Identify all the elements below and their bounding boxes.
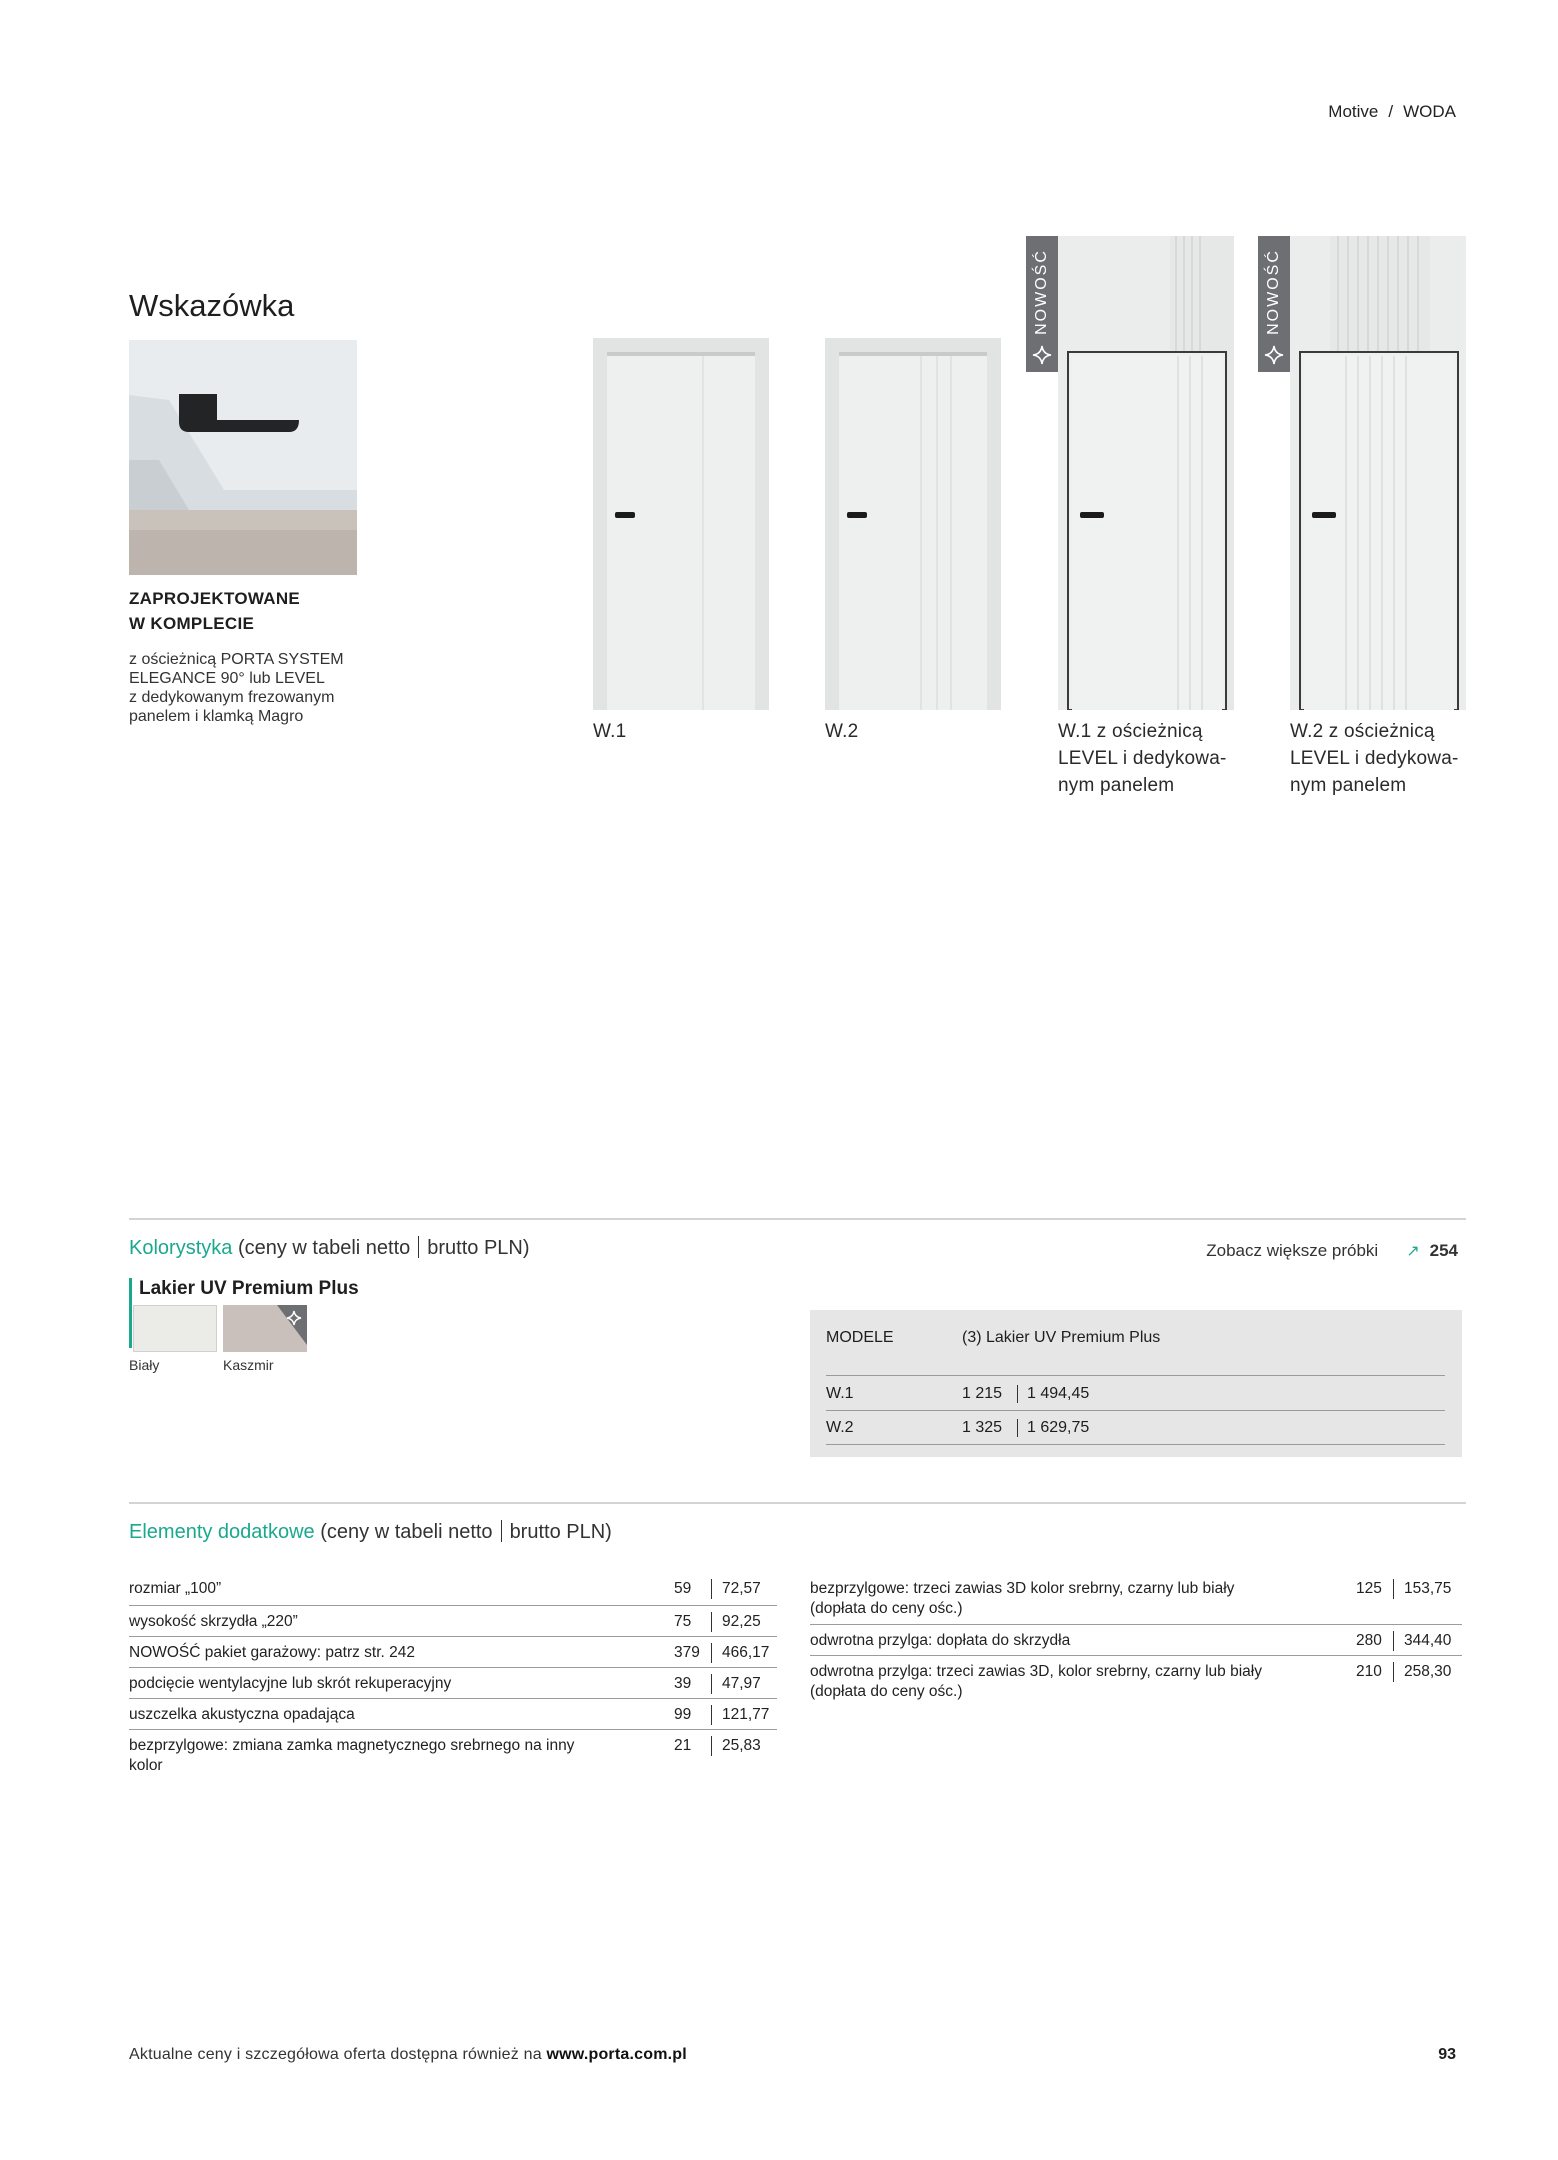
door-label-w2 bbox=[825, 718, 858, 745]
extras-price-gross: 153,75 bbox=[1393, 1579, 1451, 1599]
extras-price-net: 21 bbox=[674, 1737, 692, 1754]
extras-section-title bbox=[129, 1520, 612, 1544]
table-cell-gross: 1 494,45 bbox=[1027, 1385, 1090, 1402]
models-price-table bbox=[810, 1310, 1462, 1457]
sparkle-icon bbox=[1264, 345, 1284, 365]
sparkle-icon bbox=[1032, 345, 1052, 365]
door-image-w2[interactable] bbox=[825, 338, 1001, 710]
extras-desc: kolor bbox=[129, 1757, 163, 1774]
hint-text-line: panelem i klamką Magro bbox=[129, 708, 304, 725]
extras-price-net: 59 bbox=[674, 1580, 692, 1597]
hint-heading-line: ZAPROJEKTOWANE bbox=[129, 589, 301, 608]
extras-price-net: 210 bbox=[1356, 1663, 1382, 1680]
hint-heading-line: W KOMPLECIE bbox=[129, 614, 255, 633]
breadcrumb-separator: / bbox=[1388, 102, 1394, 121]
arrow-up-right-icon: ↗ bbox=[1406, 1243, 1420, 1260]
extras-price-net: 125 bbox=[1356, 1580, 1382, 1597]
extras-price-gross: 92,25 bbox=[711, 1612, 761, 1632]
door-label-w1-level bbox=[1058, 718, 1227, 799]
extras-desc: bezprzylgowe: trzeci zawias 3D kolor srebrny, czarny lub biały bbox=[810, 1580, 1235, 1597]
colors-title-suffix: brutto PLN) bbox=[427, 1237, 530, 1259]
new-badge-text: NOWOŚĆ bbox=[1265, 249, 1282, 335]
table-cell-gross: 1 629,75 bbox=[1027, 1419, 1090, 1436]
swatch-bialy[interactable] bbox=[133, 1305, 217, 1352]
extras-title-suffix: brutto PLN) bbox=[509, 1521, 612, 1543]
hint-heading bbox=[129, 586, 300, 636]
extras-price-gross: 121,77 bbox=[711, 1705, 769, 1725]
section-divider bbox=[129, 1502, 1466, 1504]
table-header-model: MODELE bbox=[826, 1329, 894, 1346]
extras-desc: wysokość skrzydła „220” bbox=[129, 1613, 298, 1630]
table-cell-net: 1 325 bbox=[962, 1419, 1003, 1436]
extras-price-gross: 258,30 bbox=[1393, 1662, 1451, 1682]
new-badge bbox=[1026, 236, 1058, 372]
swatch-kaszmir[interactable] bbox=[223, 1305, 307, 1352]
samples-page-number: 254 bbox=[1429, 1241, 1458, 1260]
breadcrumb-category[interactable]: WODA bbox=[1403, 102, 1456, 121]
extras-title-prefix: (ceny w tabeli netto bbox=[320, 1521, 493, 1543]
table-row bbox=[826, 1414, 1445, 1442]
larger-samples-label: Zobacz większe próbki bbox=[1206, 1241, 1379, 1260]
footer-note: Aktualne ceny i szczegółowa oferta dostępna również na bbox=[129, 2046, 542, 2063]
door-label-line: W.2 z ościeżnicą bbox=[1290, 721, 1435, 742]
door-handle-photo bbox=[129, 340, 357, 575]
extras-item bbox=[129, 1730, 777, 1778]
table-line bbox=[826, 1444, 1445, 1445]
colors-section-title bbox=[129, 1236, 530, 1260]
door-label-line: LEVEL i dedykowa- bbox=[1058, 748, 1227, 769]
extras-item bbox=[810, 1625, 1462, 1656]
lacquer-name-text: Lakier UV Premium Plus bbox=[139, 1278, 359, 1299]
larger-samples-link[interactable] bbox=[1206, 1241, 1458, 1261]
extras-price-net: 379 bbox=[674, 1644, 700, 1661]
table-row bbox=[826, 1380, 1445, 1408]
table-line bbox=[826, 1410, 1445, 1411]
extras-item bbox=[129, 1668, 777, 1699]
hint-title: Wskazówka bbox=[129, 288, 295, 323]
extras-item bbox=[129, 1606, 777, 1637]
extras-price-gross: 47,97 bbox=[711, 1674, 761, 1694]
extras-price-net: 75 bbox=[674, 1613, 692, 1630]
door-label-line: nym panelem bbox=[1290, 775, 1407, 796]
door-label-w2-level bbox=[1290, 718, 1459, 799]
door-image-w1[interactable] bbox=[593, 338, 769, 710]
door-label-w1 bbox=[593, 718, 626, 745]
extras-desc: podcięcie wentylacyjne lub skrót rekuperacyjny bbox=[129, 1675, 452, 1692]
title-pipe-divider bbox=[418, 1236, 419, 1258]
hint-text-line: ELEGANCE 90° lub LEVEL bbox=[129, 670, 325, 687]
extras-price-gross: 72,57 bbox=[711, 1579, 761, 1599]
extras-desc: odwrotna przylga: dopłata do skrzydła bbox=[810, 1632, 1071, 1649]
extras-price-net: 280 bbox=[1356, 1632, 1382, 1649]
hint-description bbox=[129, 650, 389, 726]
extras-desc: odwrotna przylga: trzeci zawias 3D, kolor srebrny, czarny lub biały bbox=[810, 1663, 1262, 1680]
door-label-line: W.2 bbox=[825, 721, 859, 742]
colors-title-accent: Kolorystyka bbox=[129, 1237, 233, 1259]
table-line bbox=[826, 1375, 1445, 1376]
extras-title-accent: Elementy dodatkowe bbox=[129, 1521, 315, 1543]
new-badge-text: NOWOŚĆ bbox=[1033, 249, 1050, 335]
extras-item bbox=[129, 1637, 777, 1668]
table-cell-model: W.1 bbox=[826, 1385, 854, 1402]
footer-text bbox=[129, 2046, 687, 2064]
swatch-label: Biały bbox=[129, 1357, 160, 1373]
door-image-w2-level[interactable] bbox=[1290, 236, 1466, 710]
extras-item bbox=[810, 1656, 1462, 1704]
title-pipe-divider bbox=[501, 1520, 502, 1542]
table-header-finish: (3) Lakier UV Premium Plus bbox=[962, 1329, 1161, 1346]
table-cell-model: W.2 bbox=[826, 1419, 854, 1436]
extras-desc: NOWOŚĆ pakiet garażowy: patrz str. 242 bbox=[129, 1644, 415, 1661]
extras-item bbox=[129, 1575, 777, 1606]
extras-item bbox=[810, 1575, 1462, 1625]
extras-price-gross: 25,83 bbox=[711, 1736, 761, 1756]
page-number: 93 bbox=[1438, 2046, 1456, 2063]
breadcrumb bbox=[1328, 102, 1456, 122]
new-badge bbox=[1258, 236, 1290, 372]
door-label-line: W.1 z ościeżnicą bbox=[1058, 721, 1203, 742]
extras-price-net: 99 bbox=[674, 1706, 692, 1723]
extras-desc: (dopłata do ceny ośc.) bbox=[810, 1600, 963, 1617]
extras-desc: uszczelka akustyczna opadająca bbox=[129, 1706, 355, 1723]
extras-price-net: 39 bbox=[674, 1675, 692, 1692]
table-header-row bbox=[826, 1324, 1445, 1352]
door-image-w1-level[interactable] bbox=[1058, 236, 1234, 710]
hint-text-line: z ościeżnicą PORTA SYSTEM bbox=[129, 651, 344, 668]
door-label-line: W.1 bbox=[593, 721, 627, 742]
colors-title-prefix: (ceny w tabeli netto bbox=[237, 1237, 411, 1259]
swatch-label: Kaszmir bbox=[223, 1357, 274, 1373]
extras-desc: rozmiar „100” bbox=[129, 1580, 222, 1597]
extras-item bbox=[129, 1699, 777, 1730]
section-divider bbox=[129, 1218, 1466, 1220]
table-cell-net: 1 215 bbox=[962, 1385, 1003, 1402]
extras-list-left bbox=[129, 1575, 777, 1778]
extras-desc: bezprzylgowe: zmiana zamka magnetycznego srebrnego na inny bbox=[129, 1737, 575, 1754]
breadcrumb-collection[interactable]: Motive bbox=[1328, 102, 1379, 121]
hint-text-line: z dedykowanym frezowanym bbox=[129, 689, 335, 706]
extras-price-gross: 466,17 bbox=[711, 1643, 769, 1663]
extras-price-gross: 344,40 bbox=[1393, 1631, 1451, 1651]
extras-desc: (dopłata do ceny ośc.) bbox=[810, 1683, 963, 1700]
door-label-line: LEVEL i dedykowa- bbox=[1290, 748, 1459, 769]
footer-url-link[interactable]: www.porta.com.pl bbox=[546, 2046, 687, 2063]
price-divider bbox=[1017, 1419, 1018, 1437]
price-divider bbox=[1017, 1385, 1018, 1403]
door-label-line: nym panelem bbox=[1058, 775, 1175, 796]
extras-list-right bbox=[810, 1575, 1462, 1704]
